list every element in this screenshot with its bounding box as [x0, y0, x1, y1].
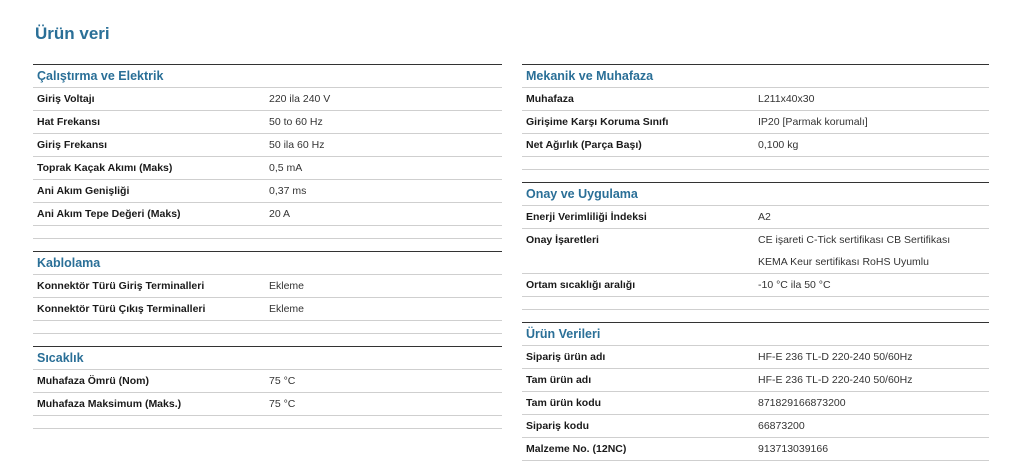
page-title: Ürün veri — [35, 24, 110, 43]
spec-label: Girişime Karşı Koruma Sınıfı — [526, 116, 669, 128]
section-title: Kablolama — [33, 251, 502, 274]
spacer-row — [33, 225, 502, 239]
spec-label: Tam ürün adı — [526, 374, 592, 386]
spec-value: 75 °C — [269, 375, 296, 387]
spec-row — [33, 179, 502, 202]
spec-value-line: CE işareti C-Tick sertifikası CB Sertifikası — [758, 234, 951, 246]
spec-row — [522, 110, 989, 133]
spacer-row — [522, 296, 989, 310]
left-column — [33, 64, 502, 441]
spec-label: Ortam sıcaklığı aralığı — [526, 279, 636, 291]
spec-label: Giriş Frekansı — [37, 139, 108, 151]
spec-row — [33, 202, 502, 225]
section-title: Ürün Verileri — [522, 322, 989, 345]
spec-value: 0,100 kg — [758, 139, 799, 151]
spec-label: Muhafaza Maksimum (Maks.) — [37, 398, 182, 410]
spec-label: Ani Akım Tepe Değeri (Maks) — [37, 208, 181, 220]
section-title: Mekanik ve Muhafaza — [522, 64, 989, 87]
spec-row — [33, 297, 502, 320]
spec-label: Konnektör Türü Giriş Terminalleri — [37, 280, 205, 292]
spec-value: 66873200 — [758, 420, 805, 432]
section-operating-electrical — [33, 64, 502, 239]
spec-label: Onay İşaretleri — [526, 234, 599, 246]
spec-value: 220 ila 240 V — [269, 93, 331, 105]
spec-label: Hat Frekansı — [37, 116, 101, 128]
spec-row — [522, 437, 989, 461]
spacer-row — [522, 156, 989, 170]
spec-value: 20 A — [269, 208, 291, 220]
spec-value: 871829166873200 — [758, 397, 846, 409]
spec-label: Enerji Verimliliği İndeksi — [526, 211, 647, 223]
section-wiring — [33, 251, 502, 334]
spec-value: 50 ila 60 Hz — [269, 139, 325, 151]
spec-row — [522, 368, 989, 391]
spec-value: HF-E 236 TL-D 220-240 50/60Hz — [758, 351, 913, 363]
spec-row — [522, 345, 989, 368]
spec-value: 0,5 mA — [269, 162, 303, 174]
spec-value: 75 °C — [269, 398, 296, 410]
spec-value: 50 to 60 Hz — [269, 116, 323, 128]
section-title: Çalıştırma ve Elektrik — [33, 64, 502, 87]
spec-label: Sipariş ürün adı — [526, 351, 606, 363]
section-temperature — [33, 346, 502, 429]
spec-label: Ani Akım Genişliği — [37, 185, 130, 197]
spec-value: L211x40x30 — [758, 93, 815, 105]
spec-label: Toprak Kaçak Akımı (Maks) — [37, 162, 173, 174]
spec-label: Net Ağırlık (Parça Başı) — [526, 139, 642, 151]
right-column — [522, 64, 989, 473]
spec-label: Konnektör Türü Çıkış Terminalleri — [37, 303, 206, 315]
spec-row — [522, 414, 989, 437]
spec-row — [33, 110, 502, 133]
spec-value-line: KEMA Keur sertifikası RoHS Uyumlu — [758, 256, 929, 268]
spec-label: Muhafaza — [526, 93, 574, 105]
spec-label: Sipariş kodu — [526, 420, 590, 432]
section-mechanical-housing — [522, 64, 989, 170]
spec-value: -10 °C ila 50 °C — [758, 279, 831, 291]
spec-value: 913713039166 — [758, 443, 829, 455]
spec-value: Ekleme — [269, 280, 305, 292]
spec-value: Ekleme — [269, 303, 305, 315]
spec-row — [522, 87, 989, 110]
section-title: Onay ve Uygulama — [522, 182, 989, 205]
spec-row — [522, 133, 989, 156]
spec-label: Muhafaza Ömrü (Nom) — [37, 375, 150, 387]
spec-value: IP20 [Parmak korumalı] — [758, 116, 868, 128]
spec-row — [522, 391, 989, 414]
spec-row — [33, 87, 502, 110]
spec-row — [33, 156, 502, 179]
spec-value — [758, 229, 950, 273]
spec-row — [522, 205, 989, 228]
spec-row — [33, 392, 502, 415]
spec-label: Tam ürün kodu — [526, 397, 602, 409]
spec-label: Malzeme No. (12NC) — [526, 443, 627, 455]
section-product-data — [522, 322, 989, 461]
section-title: Sıcaklık — [33, 346, 502, 369]
spec-value: HF-E 236 TL-D 220-240 50/60Hz — [758, 374, 913, 386]
spec-row — [33, 133, 502, 156]
spec-label: Giriş Voltajı — [37, 93, 95, 105]
spacer-row — [33, 320, 502, 334]
spec-value: 0,37 ms — [269, 185, 307, 197]
spec-row — [522, 273, 989, 296]
section-approval-application — [522, 182, 989, 310]
spacer-row — [33, 415, 502, 429]
spec-row — [522, 228, 989, 273]
spec-value: A2 — [758, 211, 771, 223]
spec-row — [33, 369, 502, 392]
spec-row — [33, 274, 502, 297]
